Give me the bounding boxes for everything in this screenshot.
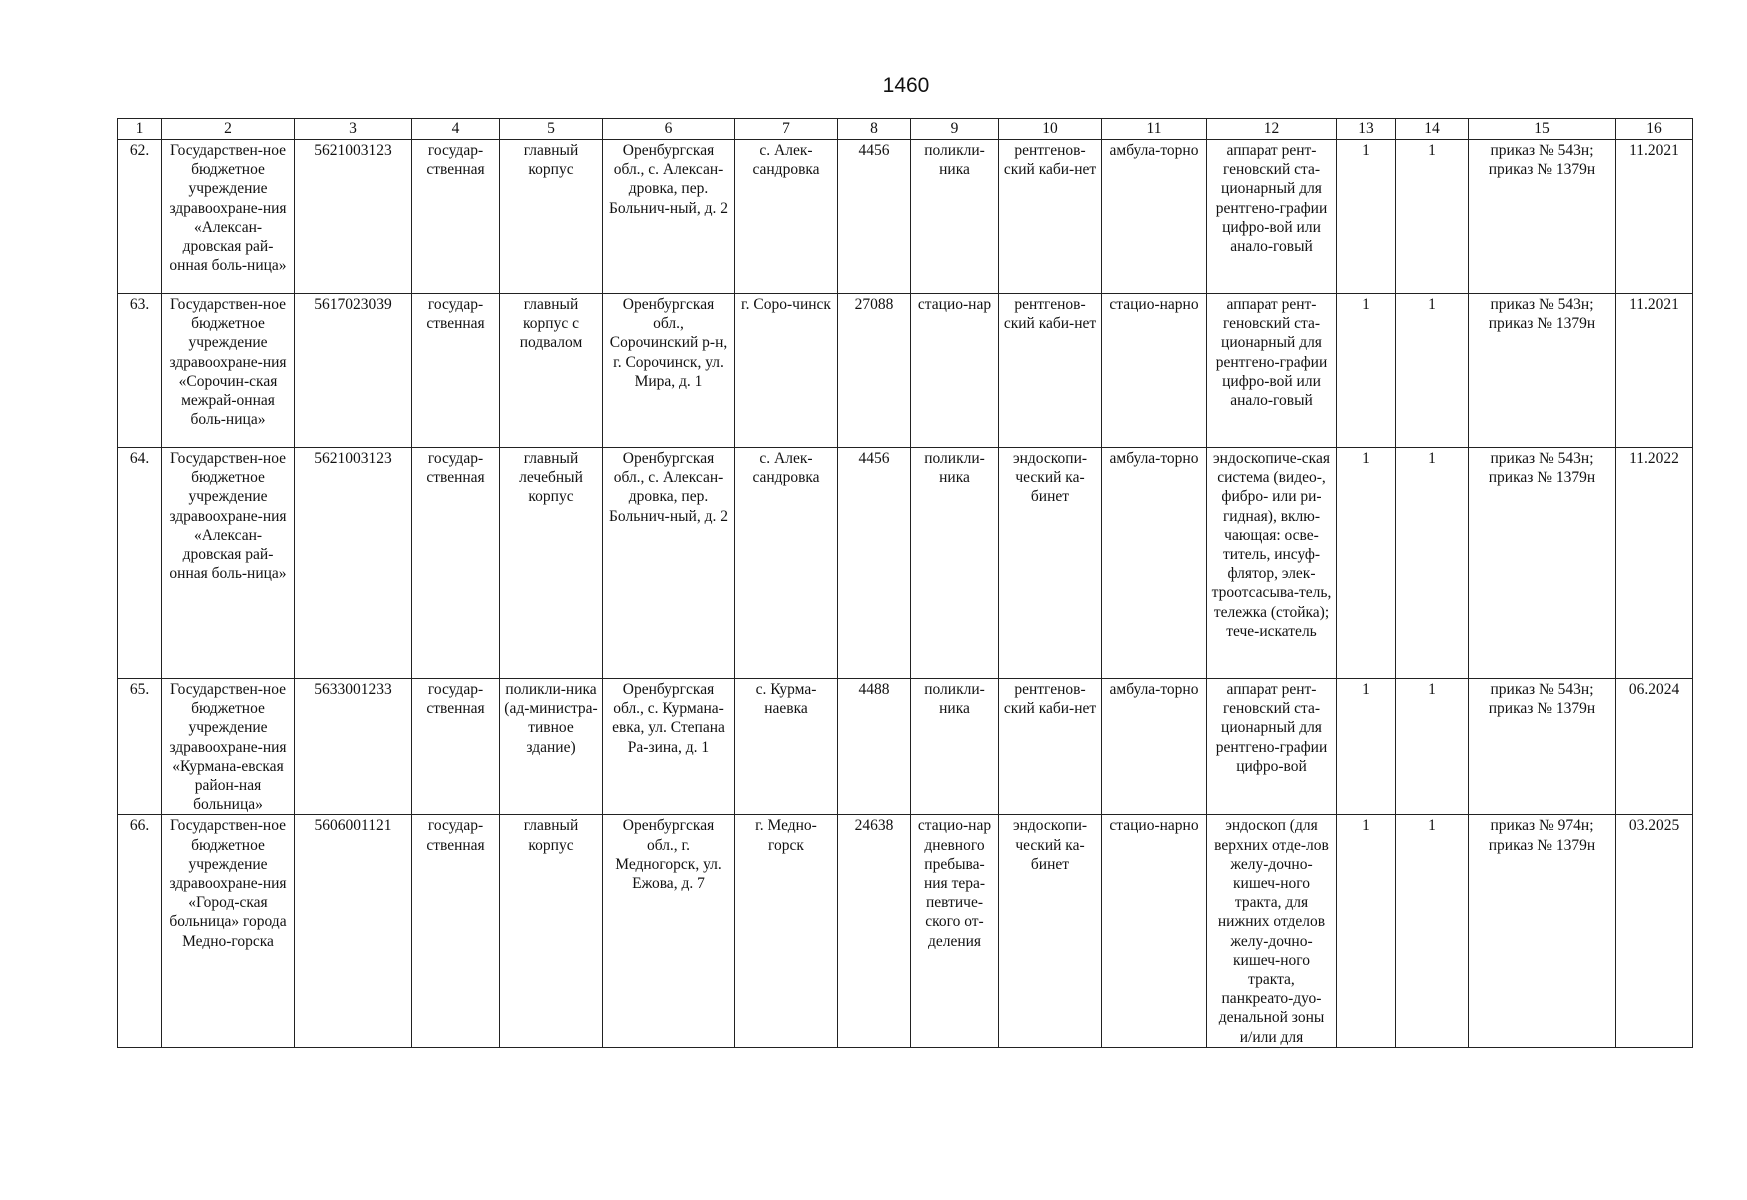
date-cell: 11.2021 [1616,294,1693,448]
unit-cell: поликли-ника [911,679,999,815]
table-row [118,448,1693,679]
address-cell: Оренбургская обл., Сорочинский р-н, г. Сорочинск, ул. Мира, д. 1 [603,294,735,448]
ownership-cell: государ-ственная [412,140,500,294]
address-cell: Оренбургская обл., г. Медногорск, ул. Ежова, д. 7 [603,815,735,1047]
mode-cell: амбула-торно [1102,679,1207,815]
header-cell: 16 [1616,119,1693,140]
organization-cell: Государствен-ное бюджетное учреждение здравоохране-ния «Сорочин-ская межрай-онная боль-ница» [162,294,295,448]
header-cell: 8 [838,119,911,140]
header-cell: 11 [1102,119,1207,140]
quantity-cell: 1 [1396,815,1469,1047]
address-cell: Оренбургская обл., с. Курмана-евка, ул. Степана Ра-зина, д. 1 [603,679,735,815]
header-cell: 10 [999,119,1102,140]
equipment-cell: аппарат рент-геновский ста-ционарный для рентгено-графии цифро-вой или анало-говый [1207,294,1337,448]
organization-cell: Государствен-ное бюджетное учреждение здравоохране-ния «Курмана-евская район-ная больница» [162,679,295,815]
header-cell: 13 [1337,119,1396,140]
quantity-cell: 1 [1396,448,1469,679]
inn-cell: 5606001121 [295,815,412,1047]
row-number-cell: 62. [118,140,162,294]
table-row [118,140,1693,294]
header-cell: 5 [500,119,603,140]
population-cell: 27088 [838,294,911,448]
room-cell: эндоскопи-ческий ка-бинет [999,448,1102,679]
building-cell: поликли-ника (ад-министра-тивное здание) [500,679,603,815]
unit-cell: стацио-нар дневного пребыва-ния тера-певтиче-ского от-деления [911,815,999,1047]
settlement-cell: с. Алек-сандровка [735,448,838,679]
room-cell: рентгенов-ский каби-нет [999,294,1102,448]
organization-cell: Государствен-ное бюджетное учреждение здравоохране-ния «Город-ская больница» города Медно-горска [162,815,295,1047]
header-cell: 4 [412,119,500,140]
address-cell: Оренбургская обл., с. Алексан-дровка, пер. Больнич-ный, д. 2 [603,448,735,679]
ownership-cell: государ-ственная [412,815,500,1047]
header-cell: 9 [911,119,999,140]
table-row [118,294,1693,448]
settlement-cell: г. Медно-горск [735,815,838,1047]
inn-cell: 5621003123 [295,140,412,294]
population-cell: 4456 [838,448,911,679]
quantity-cell: 1 [1396,294,1469,448]
room-cell: рентгенов-ский каби-нет [999,140,1102,294]
building-cell: главный корпус [500,140,603,294]
orders-cell: приказ № 543н; приказ № 1379н [1469,448,1616,679]
settlement-cell: с. Курма-наевка [735,679,838,815]
quantity-cell: 1 [1337,815,1396,1047]
equipment-cell: эндоскопиче-ская система (видео-, фибро- или ри-гидная), вклю-чающая: осве-титель, инсуф-флятор, элек-троотсасыва-тель, тележка (стойка); тече-искатель [1207,448,1337,679]
row-number-cell: 64. [118,448,162,679]
building-cell: главный корпус с подвалом [500,294,603,448]
header-cell: 14 [1396,119,1469,140]
header-cell: 7 [735,119,838,140]
settlement-cell: г. Соро-чинск [735,294,838,448]
population-cell: 24638 [838,815,911,1047]
quantity-cell: 1 [1337,448,1396,679]
organization-cell: Государствен-ное бюджетное учреждение здравоохране-ния «Алексан-дровская рай-онная боль-ница» [162,140,295,294]
header-cell: 3 [295,119,412,140]
page-number: 1460 [882,74,930,97]
settlement-cell: с. Алек-сандровка [735,140,838,294]
unit-cell: стацио-нар [911,294,999,448]
mode-cell: амбула-торно [1102,140,1207,294]
quantity-cell: 1 [1337,679,1396,815]
equipment-cell: аппарат рент-геновский ста-ционарный для рентгено-графии цифро-вой или анало-говый [1207,140,1337,294]
date-cell: 11.2021 [1616,140,1693,294]
orders-cell: приказ № 974н; приказ № 1379н [1469,815,1616,1047]
inn-cell: 5617023039 [295,294,412,448]
equipment-cell: аппарат рент-геновский ста-ционарный для рентгено-графии цифро-вой [1207,679,1337,815]
quantity-cell: 1 [1396,679,1469,815]
unit-cell: поликли-ника [911,140,999,294]
facility-equipment-table [117,118,1693,1048]
orders-cell: приказ № 543н; приказ № 1379н [1469,140,1616,294]
quantity-cell: 1 [1337,140,1396,294]
quantity-cell: 1 [1337,294,1396,448]
table-row [118,679,1693,815]
ownership-cell: государ-ственная [412,294,500,448]
mode-cell: стацио-нарно [1102,294,1207,448]
quantity-cell: 1 [1396,140,1469,294]
population-cell: 4456 [838,140,911,294]
ownership-cell: государ-ственная [412,679,500,815]
address-cell: Оренбургская обл., с. Алексан-дровка, пер. Больнич-ный, д. 2 [603,140,735,294]
header-cell: 15 [1469,119,1616,140]
building-cell: главный лечебный корпус [500,448,603,679]
mode-cell: амбула-торно [1102,448,1207,679]
date-cell: 11.2022 [1616,448,1693,679]
room-cell: эндоскопи-ческий ка-бинет [999,815,1102,1047]
row-number-cell: 66. [118,815,162,1047]
inn-cell: 5633001233 [295,679,412,815]
row-number-cell: 65. [118,679,162,815]
equipment-cell: эндоскоп (для верхних отде-лов желу-дочно-кишеч-ного тракта, для нижних отделов желу-дочно-кишеч-ного тракта, панкреато-дуо-денальной зоны и/или для [1207,815,1337,1047]
unit-cell: поликли-ника [911,448,999,679]
population-cell: 4488 [838,679,911,815]
inn-cell: 5621003123 [295,448,412,679]
orders-cell: приказ № 543н; приказ № 1379н [1469,294,1616,448]
date-cell: 03.2025 [1616,815,1693,1047]
header-cell: 6 [603,119,735,140]
header-cell: 1 [118,119,162,140]
mode-cell: стацио-нарно [1102,815,1207,1047]
orders-cell: приказ № 543н; приказ № 1379н [1469,679,1616,815]
row-number-cell: 63. [118,294,162,448]
room-cell: рентгенов-ский каби-нет [999,679,1102,815]
ownership-cell: государ-ственная [412,448,500,679]
header-cell: 2 [162,119,295,140]
column-number-header-row [118,119,1693,140]
date-cell: 06.2024 [1616,679,1693,815]
organization-cell: Государствен-ное бюджетное учреждение здравоохране-ния «Алексан-дровская рай-онная боль-ница» [162,448,295,679]
building-cell: главный корпус [500,815,603,1047]
table-row [118,815,1693,1047]
header-cell: 12 [1207,119,1337,140]
